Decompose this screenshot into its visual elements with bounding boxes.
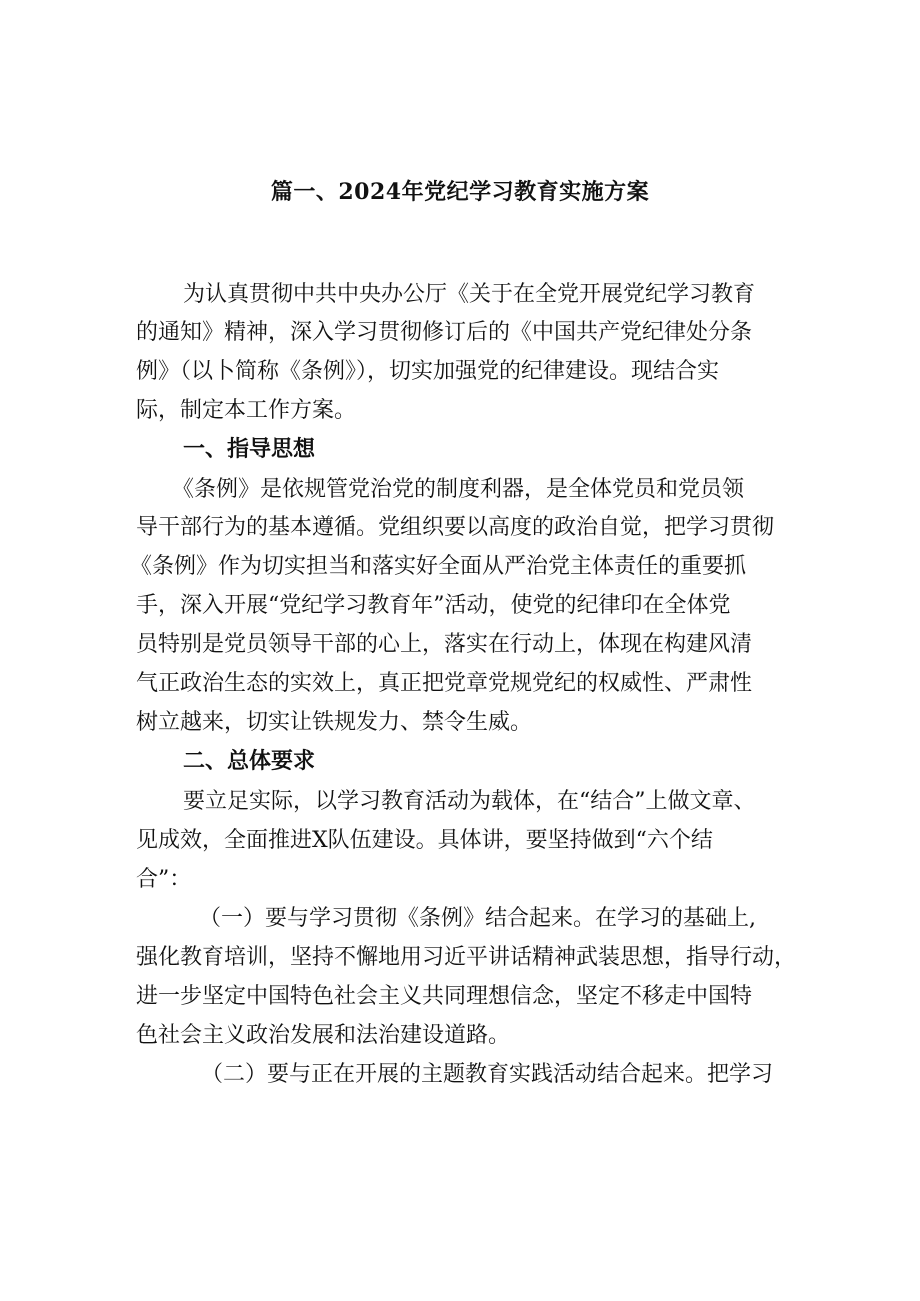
section2-line-3: 合”： xyxy=(136,867,192,892)
item1-line-3: 进一步坚定中国特色社会主义共同理想信念，坚定不移走中国特 xyxy=(136,984,753,1009)
intro-line-2: 的通知》精神，深入学习贯彻修订后的《中国共产党纪律处分条 xyxy=(136,320,753,345)
section2-line-1: 要立足实际，以学习教育活动为载体，在“结合”上做文章、 xyxy=(183,789,756,814)
section1-line-3: 《条例》作为切实担当和落实好全面从严治党主体责任的重要抓 xyxy=(130,554,747,579)
section1-line-5: 员特别是党员领导干部的心上，落实在行动上，体现在构建风清 xyxy=(136,632,753,657)
intro-line-1: 为认真贯彻中共中央办公厅《关于在全党开展党纪学习教育 xyxy=(183,282,756,307)
intro-line-4: 际，制定本工作方案。 xyxy=(136,398,357,423)
section1-line-4: 手，深入开展“党纪学习教育年”活动，使党的纪律印在全体党 xyxy=(136,593,731,618)
section1-line-7: 树立越来，切实让铁规发力、禁令生威。 xyxy=(136,710,533,735)
item1-line-4: 色社会主义政治发展和法治建设道路。 xyxy=(136,1023,511,1048)
section2-line-2: 见成效，全面推进X队伍建设。具体讲，要坚持做到“六个结 xyxy=(136,828,713,853)
section1-line-6: 气正政治生态的实效上，真正把党章党规党纪的权威性、严肃性 xyxy=(136,671,753,696)
item2-line-1: （二）要与正在开展的主题教育实践活动结合起来。把学习 xyxy=(201,1062,774,1087)
document-title: 篇一、2024年党纪学习教育实施方案 xyxy=(270,179,650,205)
item1-line-1: （一）要与学习贯彻《条例》结合起来。在学习的基础上, xyxy=(199,906,756,931)
section1-line-1: 《条例》是依规管党治党的制度利器，是全体党员和党员领 xyxy=(172,477,745,502)
section1-line-2: 导干部行为的基本遵循。党组织要以高度的政治自觉，把学习贯彻 xyxy=(136,515,775,540)
item1-line-2: 强化教育培训，坚持不懈地用习近平讲话精神武装思想，指导行动， xyxy=(136,945,797,970)
intro-line-3: 例》（以卜简称《条例》），切实加强党的纪律建设。现结合实 xyxy=(136,359,720,384)
section2-heading: 二、总体要求 xyxy=(183,748,316,774)
section1-heading: 一、指导思想 xyxy=(183,436,316,462)
